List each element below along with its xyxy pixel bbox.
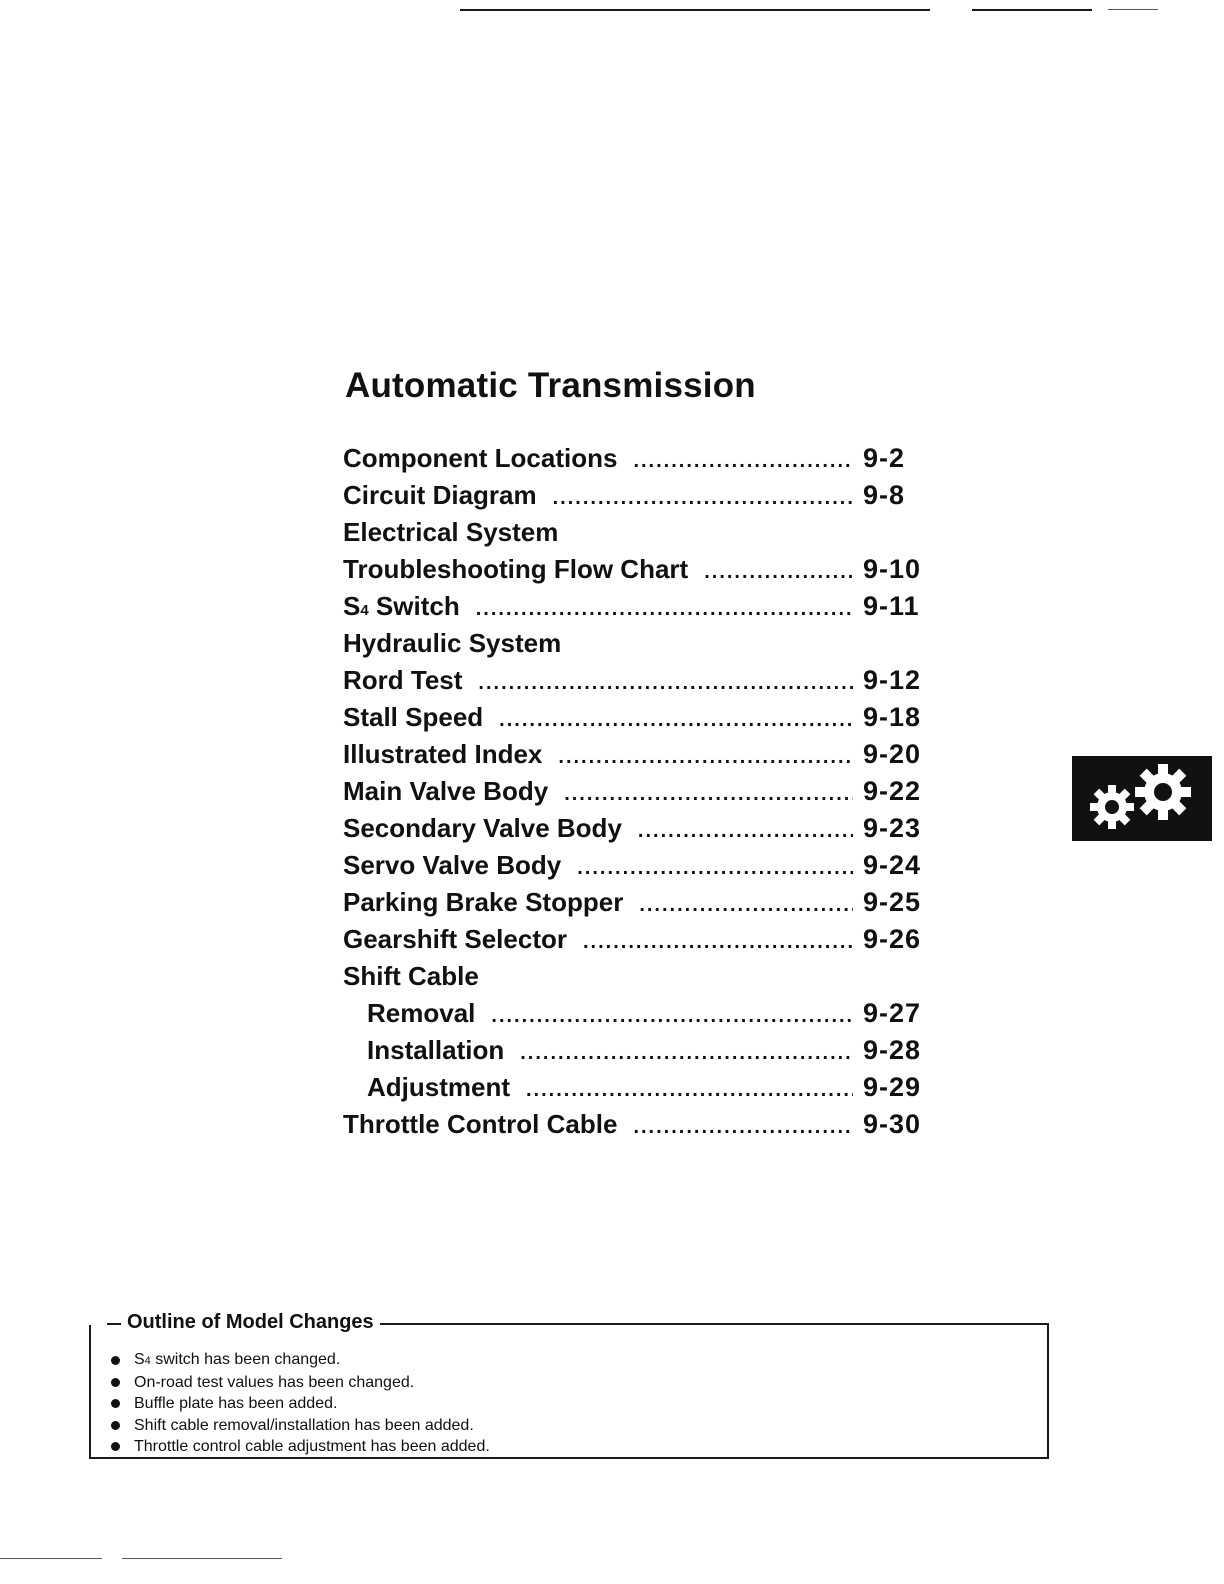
bottom-rule-1 [0,1558,102,1559]
toc-item-page: 9-25 [863,887,922,917]
leader-dots [564,783,853,806]
toc-item[interactable] [343,591,927,628]
toc-item-label: Troubleshooting Flow Chart [343,554,689,584]
toc-item-page: 9-23 [863,813,922,843]
toc-item-page: 9-22 [863,776,922,806]
bullet-icon [111,1378,120,1387]
leader-dots [478,672,853,695]
toc-item-label: Component Locations [343,443,618,473]
leader-dots [704,561,853,584]
toc-item-page: 9-12 [863,665,922,695]
leader-dots [577,857,853,880]
leader-dots [476,598,853,621]
list-item-text: Buffle plate has been added. [134,1395,338,1412]
toc-item-label: Stall Speed [343,702,484,732]
toc-item[interactable] [343,665,927,702]
label-text: Switch [375,591,460,621]
item-text: switch has been changed. [155,1351,341,1368]
section-tab[interactable] [1072,756,1212,841]
toc-item-page: 9-10 [863,554,922,584]
toc-item[interactable] [343,480,927,517]
toc-item-label: Electrical System [343,517,559,547]
toc-item-label: Rord Test [343,665,463,695]
top-rule-2 [972,9,1092,11]
list-item-text: Throttle control cable adjustment has been added. [134,1438,490,1455]
toc-item-label: Parking Brake Stopper [343,887,624,917]
outline-heading: Outline of Model Changes [121,1311,380,1334]
toc-item-page: 9-28 [863,1035,922,1065]
toc-item-label: Gearshift Selector [343,924,567,954]
toc-item-page: 9-27 [863,998,922,1028]
item-prefix: S [134,1351,145,1368]
outline-corner-gap [89,1323,107,1325]
toc-item-label: Secondary Valve Body [343,813,622,843]
leader-dots [558,746,853,769]
toc-item[interactable] [343,887,927,924]
toc-item-label: Illustrated Index [343,739,543,769]
gears-icon [1072,756,1212,841]
leader-dots [633,1116,853,1139]
list-item [111,1350,490,1372]
toc-item-page: 9-11 [863,591,920,621]
label-subscript: 4 [360,602,369,619]
bottom-rule-2 [122,1558,282,1559]
outline-of-model-changes [89,1311,1049,1459]
toc-item-page: 9-8 [863,480,906,510]
toc-section-heading [343,517,927,554]
leader-dots [499,709,853,732]
toc-section-heading [343,628,927,665]
leader-dots [553,487,853,510]
toc-item[interactable] [343,739,927,776]
leader-dots [638,820,853,843]
toc-item[interactable] [343,924,927,961]
toc-item[interactable] [343,443,927,480]
top-rule-1 [460,9,930,11]
outline-list [111,1350,490,1458]
leader-dots [520,1042,853,1065]
list-item-text: Shift cable removal/installation has been added. [134,1416,474,1434]
list-item [111,1415,490,1437]
toc-subitem[interactable] [343,1072,927,1109]
toc-item[interactable] [343,554,927,591]
list-item [111,1372,490,1394]
list-item [111,1436,490,1458]
toc-item[interactable] [343,850,927,887]
toc-item[interactable] [343,776,927,813]
toc-item-label: Circuit Diagram [343,480,537,510]
toc-subitem[interactable] [343,1035,927,1072]
leader-dots [583,931,853,954]
toc-item-label: Throttle Control Cable [343,1109,618,1139]
toc-item-label: Installation [367,1035,505,1065]
leader-dots [639,894,853,917]
toc-item-page: 9-26 [863,924,922,954]
list-item-text [134,1349,340,1373]
toc-item-label: Hydraulic System [343,628,562,658]
toc-item-page: 9-30 [863,1109,922,1139]
item-subscript: 4 [144,1355,151,1367]
bullet-icon [111,1399,120,1408]
bullet-icon [111,1356,120,1365]
page-title: Automatic Transmission [345,366,756,405]
leader-dots [526,1079,853,1102]
toc-item-label [343,591,460,622]
bullet-icon [111,1442,120,1451]
toc-item-page: 9-2 [863,443,906,473]
bullet-icon [111,1421,120,1430]
toc-item[interactable] [343,813,927,850]
toc-item-page: 9-24 [863,850,922,880]
table-of-contents [343,443,927,1146]
top-rule-3 [1108,9,1158,10]
toc-item-label: Adjustment [367,1072,510,1102]
toc-item-label: Servo Valve Body [343,850,562,880]
toc-item-label: Shift Cable [343,961,479,991]
toc-section-heading [343,961,927,998]
label-prefix: S [343,591,361,621]
toc-item-page: 9-29 [863,1072,922,1102]
list-item [111,1393,490,1415]
toc-item[interactable] [343,702,927,739]
toc-item[interactable] [343,1109,927,1146]
list-item-text: On-road test values has been changed. [134,1373,415,1391]
leader-dots [633,450,853,473]
toc-item-page: 9-20 [863,739,922,769]
toc-item-label: Removal [367,998,476,1028]
toc-subitem[interactable] [343,998,927,1035]
leader-dots [491,1005,853,1028]
toc-item-label: Main Valve Body [343,776,549,806]
toc-item-page: 9-18 [863,702,922,732]
